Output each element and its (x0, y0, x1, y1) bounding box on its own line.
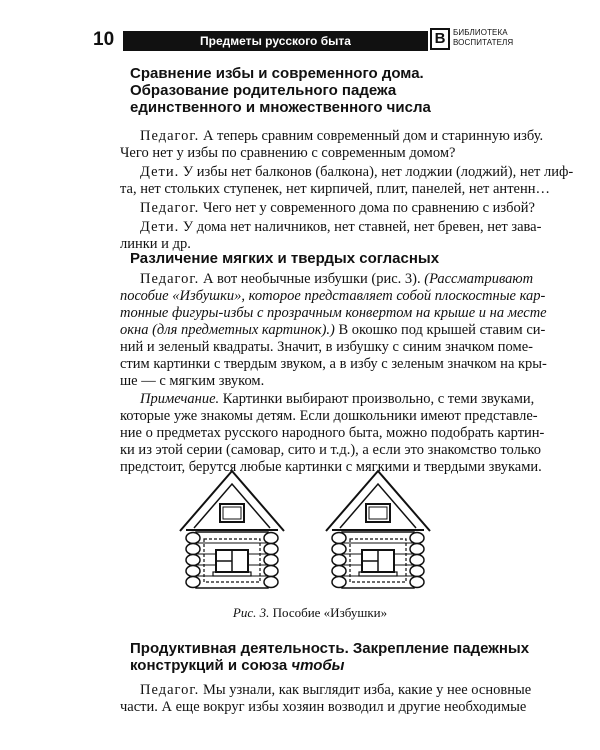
series-logo (430, 27, 516, 53)
paragraph: Педагог. А вот необычные избушки (рис. 3). (Рассматривают пособие «Избушки», которое представляет собой плоскостные кар- тонные фигуры-избы с прозрачным конвертом на крыше и на месте окна (для предметных картинок).) В окошко под крышей ставим си- ний и зеленый квадраты. Значит, в избушку с синим значком поме- стим картинки с твердым звуком, а в избу с зеленым значком на кры- ше — с мягким звуком. (120, 271, 547, 389)
running-title: Предметы русского быта (123, 31, 428, 51)
paragraph: Дети. У дома нет наличников, нет ставней, нет бревен, нет зава- линки и др. (120, 219, 542, 252)
note-label: Примечание. (140, 391, 220, 407)
figure-caption: Рис. 3. Пособие «Избушки» (232, 605, 388, 620)
heading-line: Сравнение избы и современного дома. (130, 65, 424, 82)
figure-huts (176, 466, 436, 626)
heading-line: Образование родительного падежа (130, 82, 397, 99)
speaker-label: Педагог. (140, 271, 200, 287)
page-number: 10 (93, 29, 123, 51)
paragraph: Дети. У избы нет балконов (балкона), нет лоджии (лоджий), нет лиф- та, нет стольких ступенек, нет кирпичей, плит, панелей, нет антенн… (120, 164, 574, 197)
speaker-label: Дети. (140, 219, 180, 235)
speaker-label: Педагог. (140, 128, 200, 144)
section-heading-consonants: Различение мягких и твердых согласных (130, 250, 440, 267)
paragraph-note: Примечание. Картинки выбирают произвольно, с теми звуками, которые уже знакомы детям. Если дошкольники имеют представле- ние о предметах русского народного быта, можно подобрать картин- ки из этой серии (самовар, сито и т.д.), а если это знакомство только предстоит, берутся любые картинки с мягкими и твердыми звуками. (120, 391, 545, 475)
paragraph: Педагог. Чего нет у современного дома по сравнению с избой? (140, 200, 535, 216)
speaker-label: Педагог. (140, 200, 200, 216)
speaker-label: Педагог. (140, 682, 200, 698)
hut-soft-sounds (326, 471, 430, 588)
section-heading-productive: Продуктивная деятельность. Закрепление падежных конструкций и союза чтобы (130, 640, 530, 674)
heading-line: единственного и множественного числа (130, 99, 431, 116)
hut-hard-sounds (180, 471, 284, 588)
paragraph: Педагог. Мы узнали, как выглядит изба, какие у нее основные части. А еще вокруг избы хозяин возводил и другие необходимые (120, 682, 532, 715)
page-header (93, 28, 514, 51)
section-heading-comparison (130, 65, 470, 116)
paragraph: Педагог. А теперь сравним современный дом и старинную избу. Чего нет у избы по сравнению с современным домом? (120, 128, 544, 161)
speaker-label: Дети. (140, 164, 180, 180)
series-logo-text: БИБЛИОТЕКА ВОСПИТАТЕЛЯ (453, 28, 514, 47)
series-logo-icon: В (430, 28, 450, 50)
